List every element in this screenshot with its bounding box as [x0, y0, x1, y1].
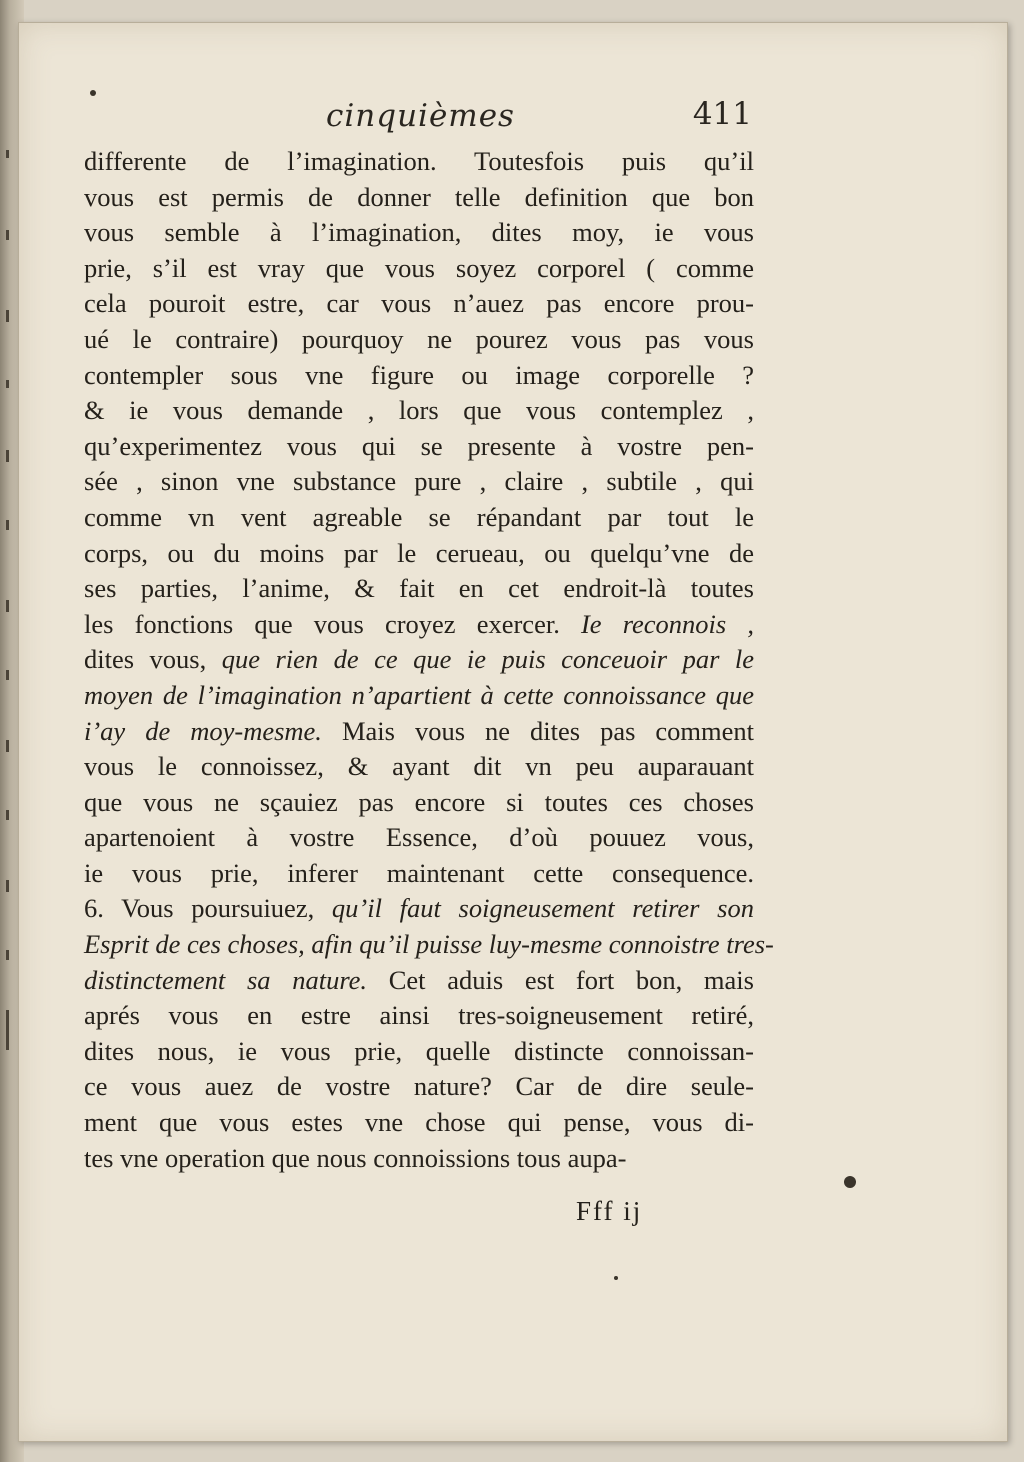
- text-span: Mais vous ne dites pas comment: [321, 715, 755, 746]
- edge-mark: [6, 880, 9, 892]
- text-line: [84, 144, 754, 180]
- text-line: [84, 642, 754, 678]
- edge-mark: [6, 450, 9, 462]
- edge-mark: [6, 230, 9, 240]
- page-number: 411: [692, 96, 752, 132]
- text-line: [84, 998, 754, 1034]
- running-head: [86, 98, 752, 138]
- italic-span: que rien de ce que ie puis conceuoir par le: [221, 644, 754, 675]
- text-line: [84, 820, 754, 856]
- text-line: [84, 536, 754, 572]
- ink-speck: [844, 1176, 856, 1188]
- ink-speck: [90, 90, 96, 96]
- text-line: [84, 1069, 754, 1105]
- text-line: [84, 714, 754, 750]
- text-line: [84, 607, 754, 643]
- edge-mark: [6, 950, 9, 960]
- text-span: 6. Vous poursuiuez,: [84, 893, 332, 924]
- text-span: ué le contraire) pourquoy ne pourez vous pas vous: [84, 323, 754, 354]
- italic-span: distinctement sa nature.: [84, 964, 368, 995]
- text-line: [84, 963, 754, 999]
- text-span: que vous ne sçauiez pas encore si toutes ces choses: [84, 786, 754, 817]
- text-span: qu’experimentez vous qui se presente à vostre pen-: [84, 430, 754, 461]
- text-span: & ie vous demande , lors que vous contemplez ,: [84, 395, 754, 426]
- text-line: [84, 358, 754, 394]
- text-line: [84, 749, 754, 785]
- text-span: les fonctions que vous croyez exercer.: [84, 608, 581, 639]
- edge-mark: [6, 600, 9, 612]
- text-line: [84, 500, 754, 536]
- text-span: contempler sous vne figure ou image corporelle ?: [84, 359, 754, 390]
- edge-mark: [6, 810, 9, 820]
- text-line: [84, 785, 754, 821]
- text-span: ses parties, l’anime, & fait en cet endroit-là toutes: [84, 573, 754, 604]
- text-line: [84, 571, 754, 607]
- text-span: Cet aduis est fort bon, mais: [367, 964, 754, 995]
- italic-span: moyen de l’imagination n’apartient à cette connoissance que: [84, 679, 754, 710]
- text-span: sée , sinon vne substance pure , claire , subtile , qui: [84, 466, 754, 497]
- edge-mark: [6, 520, 9, 530]
- text-line: [84, 464, 754, 500]
- text-line: [84, 251, 754, 287]
- text-span: vous le connoissez, & ayant dit vn peu auparauant: [84, 751, 754, 782]
- text-line: [84, 1141, 754, 1177]
- text-line: [84, 215, 754, 251]
- ink-speck: [614, 1276, 618, 1280]
- text-span: cela pouroit estre, car vous n’auez pas encore prou-: [84, 288, 754, 319]
- italic-span: i’ay de moy-mesme.: [84, 715, 322, 746]
- edge-mark: [6, 740, 9, 752]
- text-span: dites vous,: [84, 644, 222, 675]
- signature-mark: Fff ij: [576, 1196, 643, 1226]
- text-span: tes vne operation que nous connoissions tous aupa-: [84, 1142, 627, 1173]
- text-line: [84, 678, 754, 714]
- text-line: [84, 322, 754, 358]
- edge-mark: [6, 310, 9, 322]
- edge-mark: [6, 150, 9, 158]
- text-line: [84, 286, 754, 322]
- text-span: ie vous prie, inferer maintenant cette consequence.: [84, 857, 754, 888]
- text-line: [84, 429, 754, 465]
- text-line: [84, 393, 754, 429]
- italic-span: Ie reconnois ,: [580, 608, 754, 639]
- text-line: [84, 891, 754, 927]
- text-span: ment que vous estes vne chose qui pense, vous di-: [84, 1107, 754, 1138]
- text-span: vous est permis de donner telle definition que bon: [84, 181, 754, 212]
- text-span: apartenoient à vostre Essence, d’où pouuez vous,: [84, 822, 754, 853]
- italic-span: Esprit de ces choses, afin qu’il puisse luy-mesme connoistre tres-: [84, 929, 774, 960]
- text-span: prie, s’il est vray que vous soyez corporel ( comme: [84, 252, 754, 283]
- text-line: [84, 180, 754, 216]
- edge-mark: [6, 1010, 9, 1050]
- text-span: vous semble à l’imagination, dites moy, ie vous: [84, 217, 754, 248]
- text-span: corps, ou du moins par le cerueau, ou quelqu’vne de: [84, 537, 754, 568]
- edge-mark: [6, 380, 9, 388]
- text-line: [84, 927, 774, 963]
- running-title: cinquièmes: [326, 98, 515, 134]
- text-span: dites nous, ie vous prie, quelle distincte connoissan-: [84, 1035, 754, 1066]
- text-span: comme vn vent agreable se répandant par tout le: [84, 501, 754, 532]
- text-line: [84, 856, 754, 892]
- text-span: ce vous auez de vostre nature? Car de dire seule-: [84, 1071, 754, 1102]
- text-line: [84, 1105, 754, 1141]
- text-span: aprés vous en estre ainsi tres-soigneusement retiré,: [84, 1000, 754, 1031]
- text-line: [84, 1034, 754, 1070]
- italic-span: qu’il faut soigneusement retirer son: [331, 893, 754, 924]
- text-span: differente de l’imagination. Toutesfois puis qu’il: [84, 146, 754, 176]
- body-text: [84, 144, 774, 1176]
- edge-mark: [6, 670, 9, 680]
